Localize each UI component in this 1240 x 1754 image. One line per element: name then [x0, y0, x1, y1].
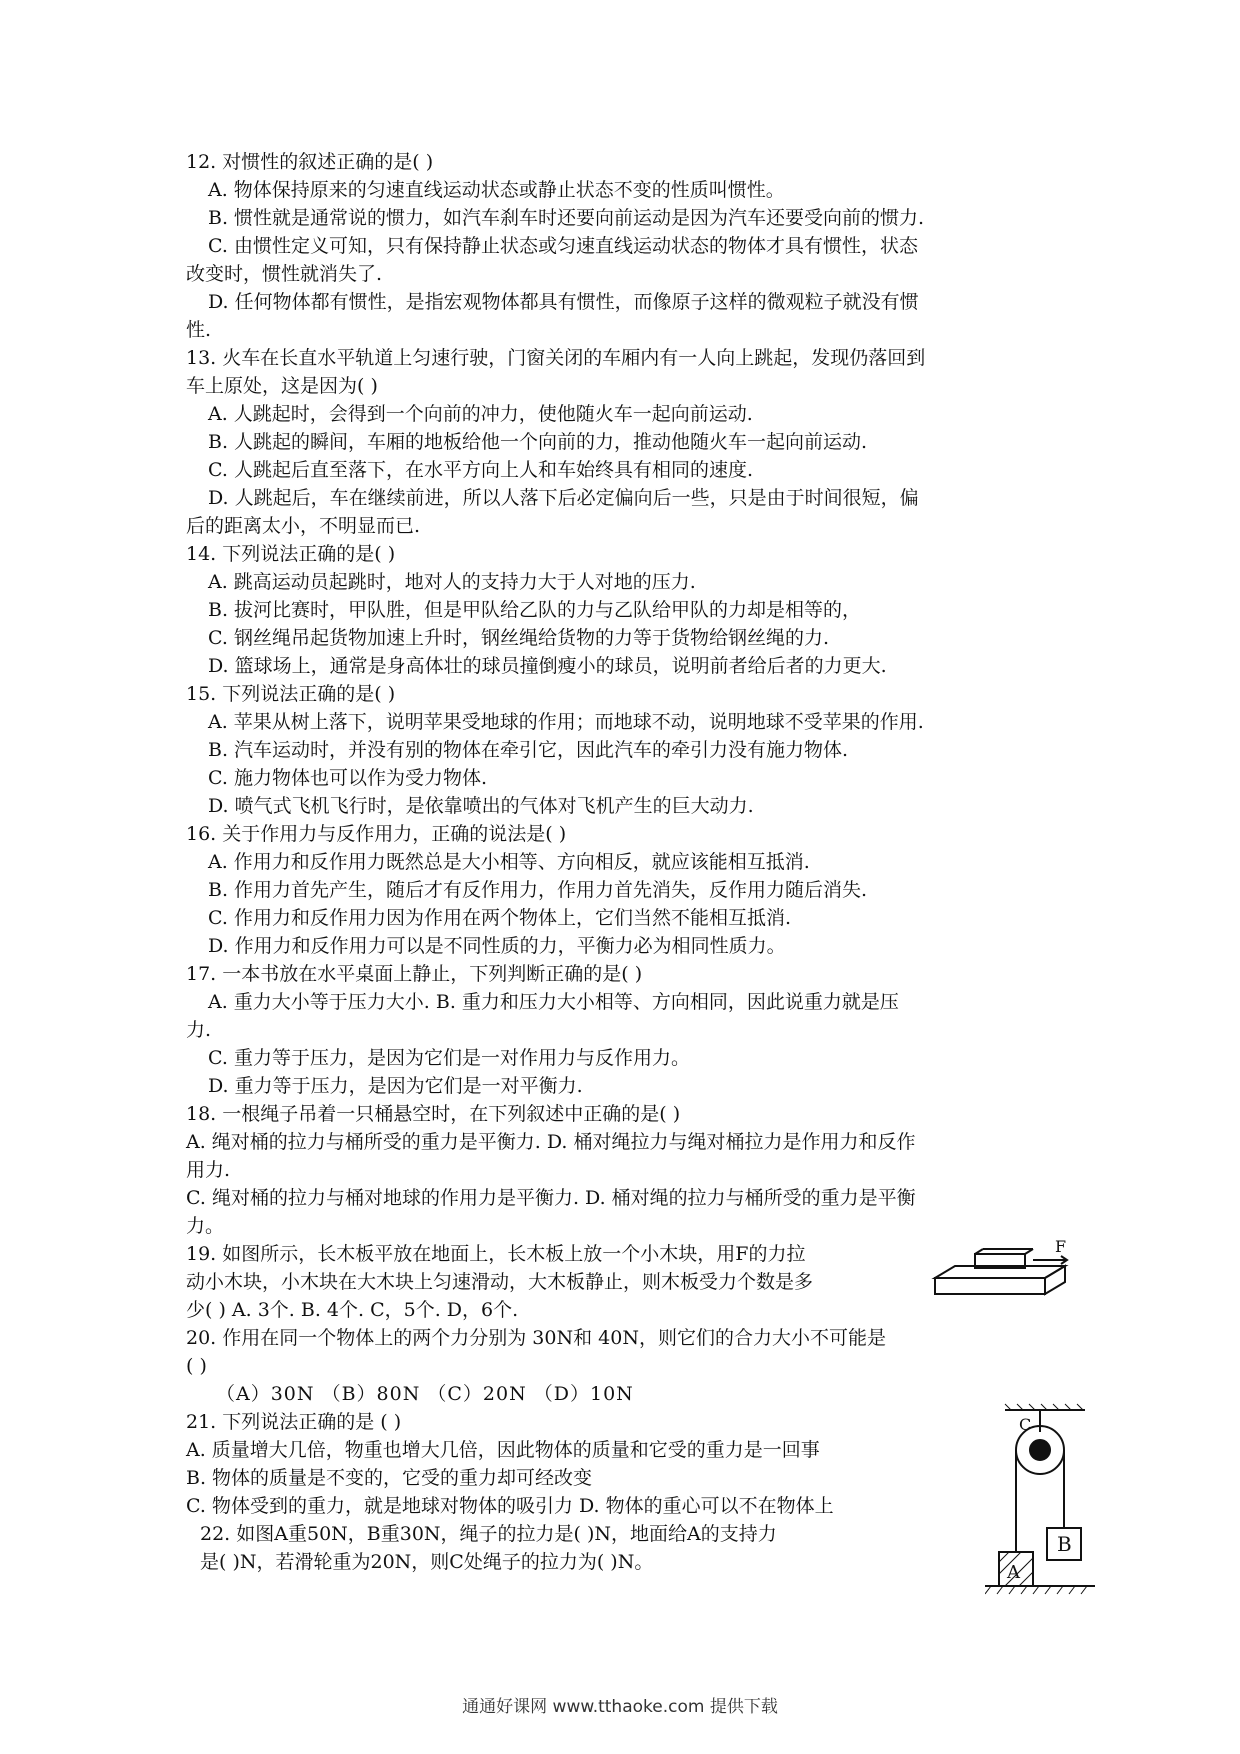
question-20-stem: 20. 作用在同一个物体上的两个力分别为 30N和 40N，则它们的合力大小不可能是: [186, 1327, 886, 1349]
question-12-option-a: A. 物体保持原来的匀速直线运动状态或静止状态不变的性质叫惯性。: [208, 179, 785, 201]
question-17-option-b-cont: 力.: [186, 1019, 212, 1041]
question-12-stem: 12. 对惯性的叙述正确的是( ): [186, 151, 434, 173]
question-16-stem: 16. 关于作用力与反作用力，正确的说法是( ): [186, 823, 567, 845]
figure-19-board-block: [925, 1238, 1075, 1308]
board-side-face: [1045, 1266, 1065, 1294]
question-14-option-b: B. 拔河比赛时，甲队胜，但是甲队给乙队的力与乙队给甲队的力却是相等的，: [208, 599, 862, 621]
question-13-stem-cont: 车上原处，这是因为( ): [186, 375, 378, 397]
question-12-option-c-cont: 改变时，惯性就消失了.: [186, 263, 383, 285]
question-13-option-c: C. 人跳起后直至落下，在水平方向上人和车始终具有相同的速度.: [208, 459, 753, 481]
question-18-option-d2-cont: 力。: [186, 1215, 225, 1237]
question-22-stem: 22. 如图A重50N，B重30N，绳子的拉力是( )N，地面给A的支持力: [200, 1523, 777, 1545]
question-16-option-c: C. 作用力和反作用力因为作用在两个物体上，它们当然不能相互抵消.: [208, 907, 791, 929]
question-15-option-b: B. 汽车运动时，并没有别的物体在牵引它，因此汽车的牵引力没有施力物体.: [208, 739, 849, 761]
question-14-option-d: D. 篮球场上，通常是身高体壮的球员撞倒瘦小的球员，说明前者给后者的力更大.: [208, 655, 887, 677]
question-13-stem: 13. 火车在长直水平轨道上匀速行驶，门窗关闭的车厢内有一人向上跳起，发现仍落回到: [186, 347, 926, 369]
question-20-options: （A）30N （B）80N （C）20N （D）10N: [216, 1383, 634, 1405]
question-16-option-b: B. 作用力首先产生，随后才有反作用力，作用力首先消失，反作用力随后消失.: [208, 879, 868, 901]
question-20-paren: ( ): [186, 1355, 207, 1377]
question-13-option-d-cont: 后的距离太小，不明显而已.: [186, 515, 421, 537]
question-12-option-d-cont: 性.: [186, 319, 212, 341]
question-21-option-a: A. 质量增大几倍，物重也增大几倍，因此物体的质量和它受的重力是一回事: [186, 1439, 820, 1461]
board-front-face: [935, 1278, 1045, 1294]
question-16-option-a: A. 作用力和反作用力既然总是大小相等、方向相反，就应该能相互抵消.: [208, 851, 810, 873]
label-c: C: [1019, 1415, 1032, 1434]
question-15-stem: 15. 下列说法正确的是( ): [186, 683, 396, 705]
question-21-options-cd: C. 物体受到的重力，就是地球对物体的吸引力 D. 物体的重心可以不在物体上: [186, 1495, 834, 1517]
question-17-stem: 17. 一本书放在水平桌面上静止，下列判断正确的是( ): [186, 963, 643, 985]
question-18-options-cd: C. 绳对桶的拉力与桶对地球的作用力是平衡力. D. 桶对绳的拉力与桶所受的重力是平衡: [186, 1187, 916, 1209]
question-21-option-b: B. 物体的质量是不变的，它受的重力却可经改变: [186, 1467, 593, 1489]
question-13-option-d: D. 人跳起后，车在继续前进，所以人落下后必定偏向后一些，只是由于时间很短，偏: [208, 487, 919, 509]
question-15-option-c: C. 施力物体也可以作为受力物体.: [208, 767, 487, 789]
question-13-option-a: A. 人跳起时，会得到一个向前的冲力，使他随火车一起向前运动.: [208, 403, 753, 425]
question-16-option-d: D. 作用力和反作用力可以是不同性质的力，平衡力必为相同性质力。: [208, 935, 786, 957]
question-17-option-d: D. 重力等于压力，是因为它们是一对平衡力.: [208, 1075, 583, 1097]
question-19-stem-cont: 动小木块，小木块在大木块上匀速滑动，大木板静止，则木板受力个数是多: [186, 1271, 814, 1293]
question-17-options-ab: A. 重力大小等于压力大小. B. 重力和压力大小相等、方向相同，因此说重力就是压: [208, 991, 899, 1013]
question-14-stem: 14. 下列说法正确的是( ): [186, 543, 396, 565]
question-12-option-b: B. 惯性就是通常说的惯力，如汽车刹车时还要向前运动是因为汽车还要受向前的惯力.: [208, 207, 925, 229]
question-12-option-c: C. 由惯性定义可知，只有保持静止状态或匀速直线运动状态的物体才具有惯性，状态: [208, 235, 918, 257]
question-22-stem-cont: 是( )N，若滑轮重为20N，则C处绳子的拉力为( )N。: [200, 1551, 654, 1573]
question-14-option-a: A. 跳高运动员起跳时，地对人的支持力大于人对地的压力.: [208, 571, 696, 593]
label-b: B: [1057, 1532, 1072, 1556]
question-18-stem: 18. 一根绳子吊着一只桶悬空时，在下列叙述中正确的是( ): [186, 1103, 681, 1125]
question-19-options: 少( ) A. 3个. B. 4个. C，5个. D，6个.: [186, 1299, 519, 1321]
question-15-option-a: A. 苹果从树上落下，说明苹果受地球的作用；而地球不动，说明地球不受苹果的作用.: [208, 711, 924, 733]
question-19-stem: 19. 如图所示，长木板平放在地面上，长木板上放一个小木块，用F的力拉: [186, 1243, 806, 1265]
page-footer: 通通好课网 www.tthaoke.com 提供下载: [462, 1697, 778, 1717]
question-14-option-c: C. 钢丝绳吊起货物加速上升时，钢丝绳给货物的力等于货物给钢丝绳的力.: [208, 627, 829, 649]
question-18-option-d-cont: 用力.: [186, 1159, 231, 1181]
figure-22-pulley: [985, 1402, 1095, 1602]
question-12-option-d: D. 任何物体都有惯性，是指宏观物体都具有惯性，而像原子这样的微观粒子就没有惯: [208, 291, 919, 313]
question-21-stem: 21. 下列说法正确的是 ( ): [186, 1411, 402, 1433]
question-13-option-b: B. 人跳起的瞬间，车厢的地板给他一个向前的力，推动他随火车一起向前运动.: [208, 431, 868, 453]
question-15-option-d: D. 喷气式飞机飞行时，是依靠喷出的气体对飞机产生的巨大动力.: [208, 795, 754, 817]
label-a: A: [1007, 1562, 1020, 1583]
question-17-option-c: C. 重力等于压力，是因为它们是一对作用力与反作用力。: [208, 1047, 690, 1069]
question-18-options-ad: A. 绳对桶的拉力与桶所受的重力是平衡力. D. 桶对绳拉力与绳对桶拉力是作用力和反作: [186, 1131, 916, 1153]
force-label: F: [1055, 1238, 1067, 1256]
